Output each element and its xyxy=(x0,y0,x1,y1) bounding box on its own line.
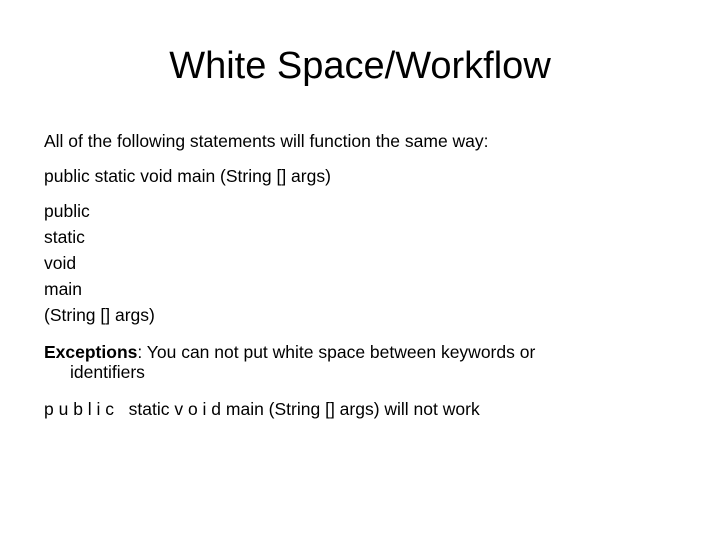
exceptions-label: Exceptions xyxy=(44,342,138,362)
exceptions-note xyxy=(44,342,684,382)
single-line-example: public static void main (String [] args) xyxy=(44,166,331,186)
stacked-line: main xyxy=(44,279,82,299)
stacked-line: static xyxy=(44,227,85,247)
stacked-line: (String [] args) xyxy=(44,305,155,325)
exceptions-text-continued: identifiers xyxy=(70,362,145,382)
intro-text: All of the following statements will function the same way: xyxy=(44,131,489,151)
bad-example: p u b l i c static v o i d main (String [] args) will not work xyxy=(44,399,480,419)
stacked-line: void xyxy=(44,253,77,273)
slide-title: White Space/Workflow xyxy=(169,45,551,87)
stacked-line: public xyxy=(44,201,90,221)
exceptions-colon: : xyxy=(137,342,143,362)
exceptions-text: You can not put white space between keywords or xyxy=(142,342,536,362)
stacked-example xyxy=(44,198,684,328)
slide-body xyxy=(44,128,684,431)
